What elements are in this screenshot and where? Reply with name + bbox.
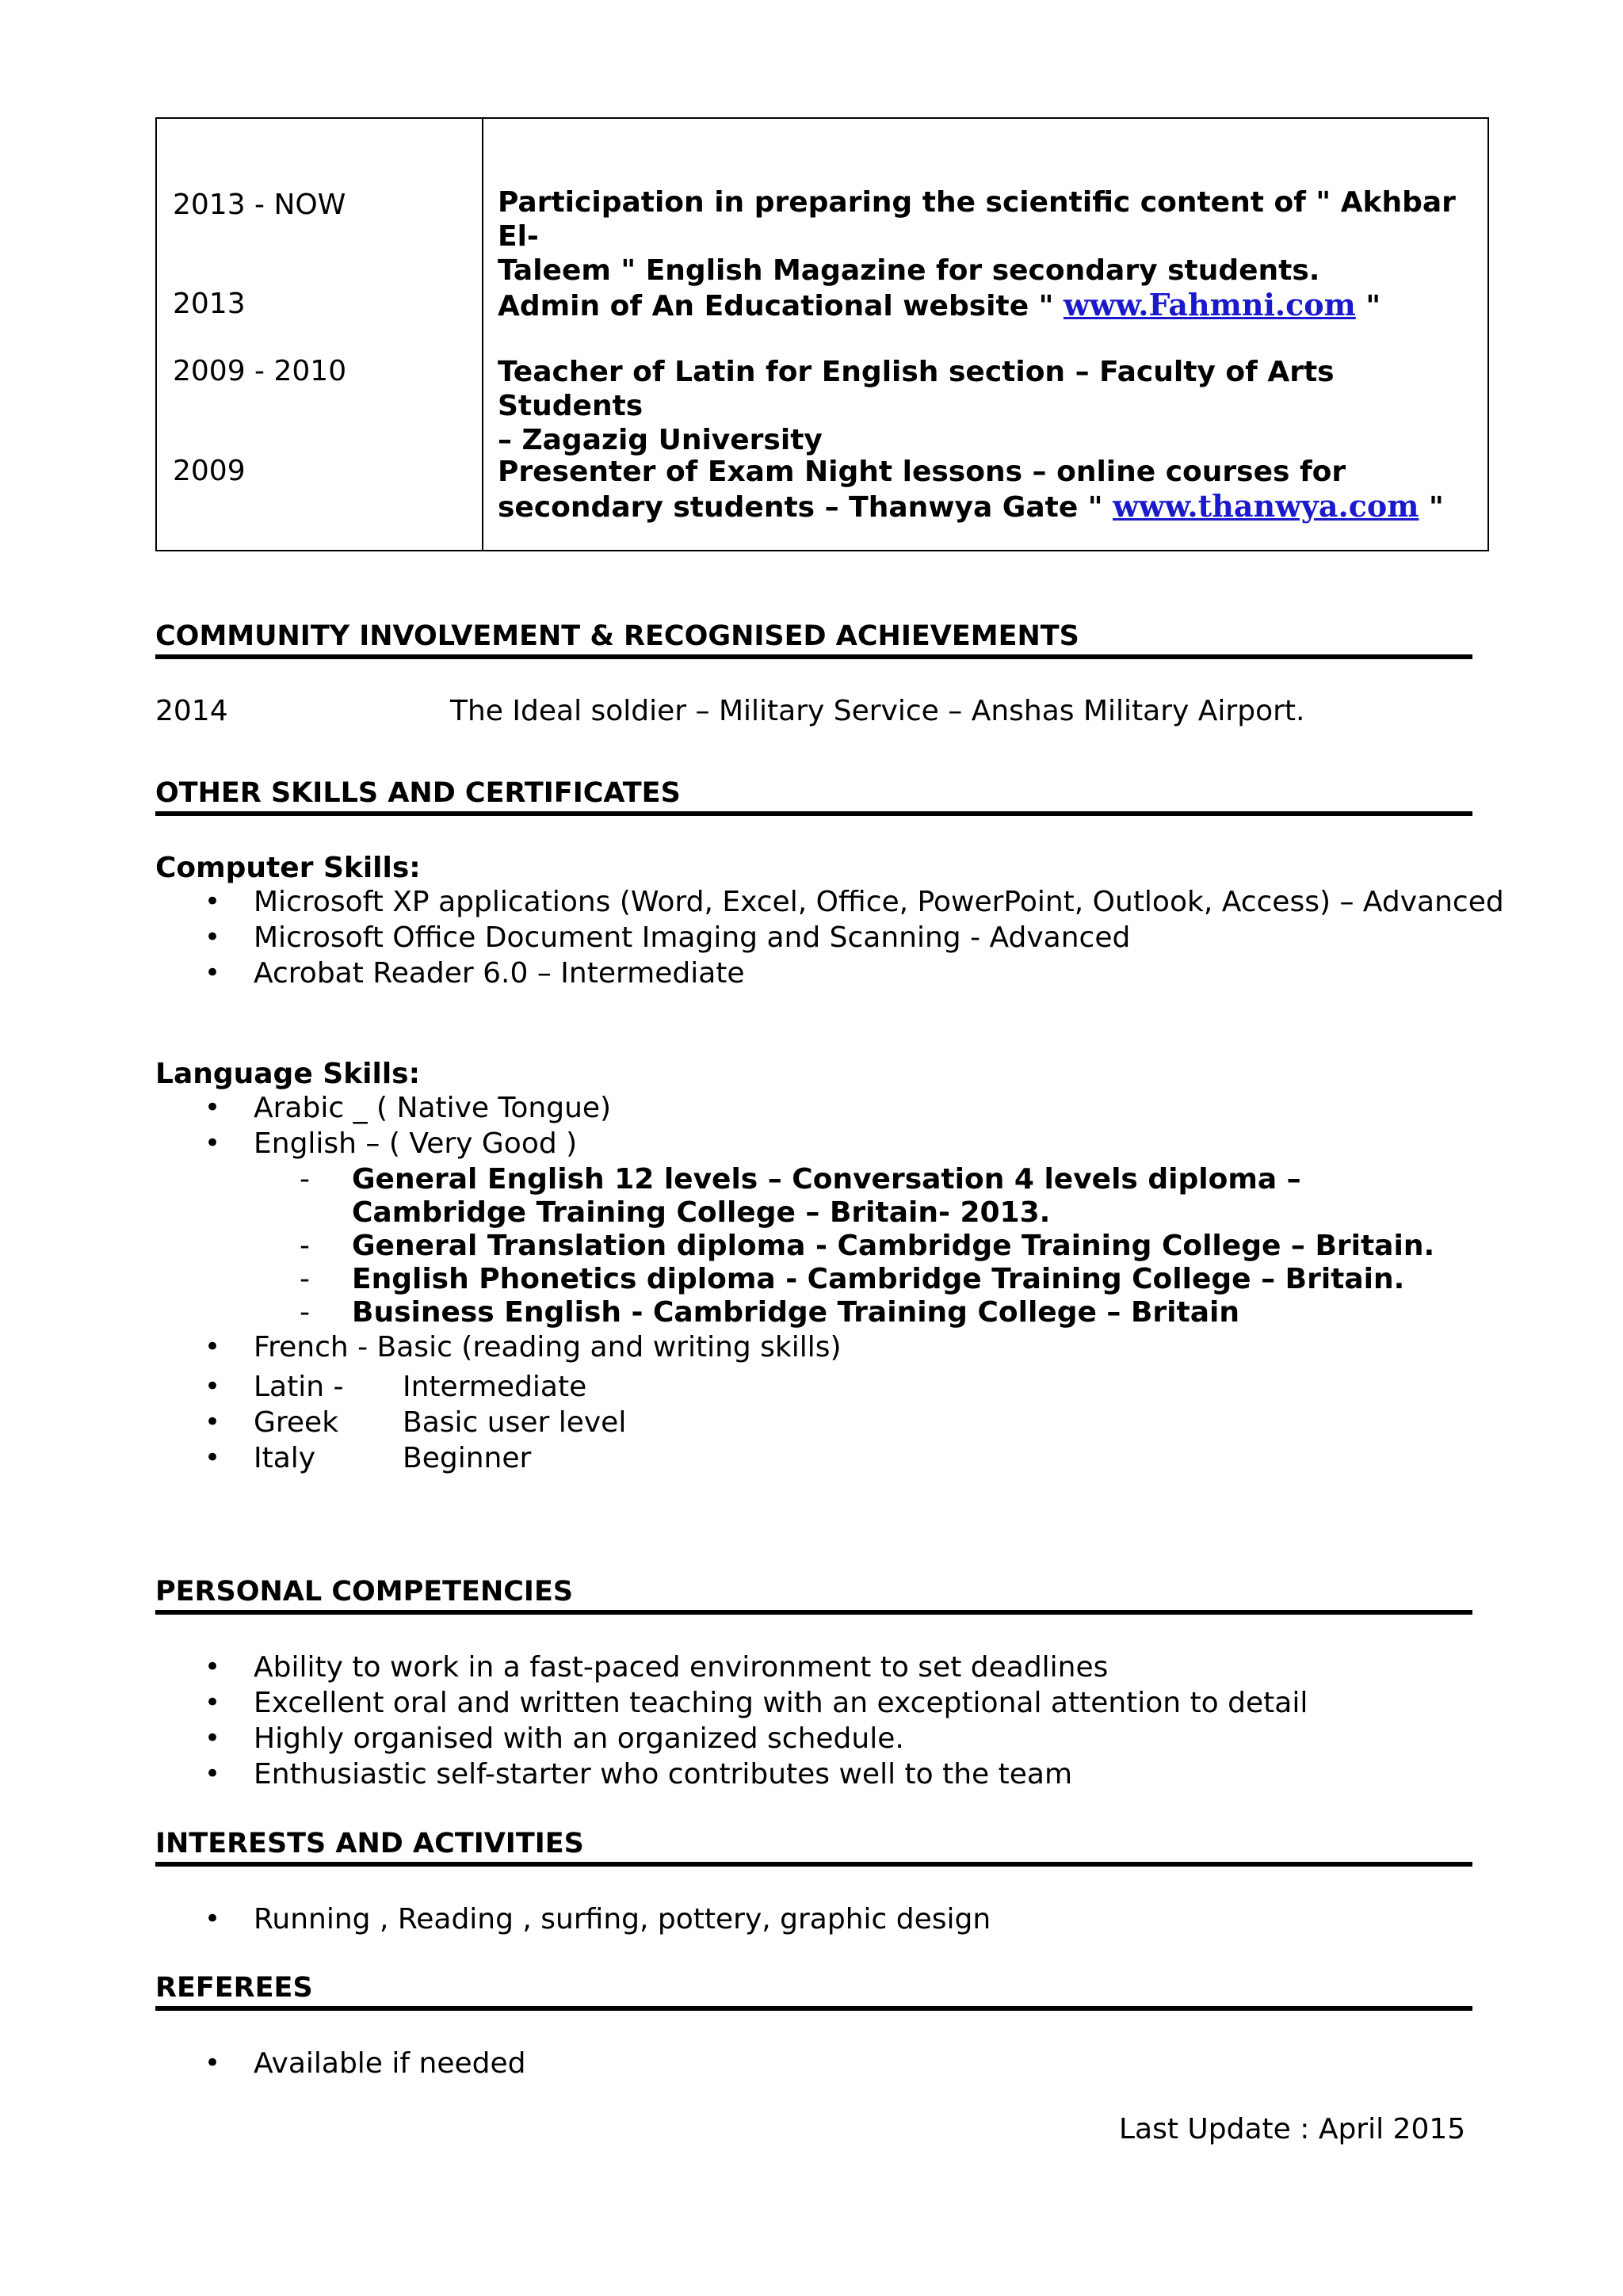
list-item (204, 1329, 842, 1365)
language-skills-title: Language Skills: (155, 1058, 420, 1090)
section-title: INTERESTS AND ACTIVITIES (155, 1828, 584, 1859)
list-item-text: Acrobat Reader 6.0 – Intermediate (254, 957, 745, 990)
computer-skills-title: Computer Skills: (155, 852, 421, 884)
list-item-text: English Phonetics diploma - Cambridge Training College – Britain. (352, 1263, 1405, 1295)
interests-heading (155, 1827, 1472, 1867)
list-item (204, 920, 1504, 955)
list-item (204, 1901, 991, 1937)
list-item (204, 1090, 611, 1126)
other-languages (204, 1369, 626, 1476)
computer-skills-list (204, 884, 1504, 991)
experience-description (498, 455, 1464, 524)
list-item (300, 1163, 1472, 1230)
list-item-text: Business English - Cambridge Training College – Britain (352, 1296, 1239, 1329)
experience-text: secondary students – Thanwya Gate " (498, 491, 1113, 524)
section-rule (155, 654, 1472, 659)
dash-icon: - (300, 1230, 310, 1262)
list-item-text: Microsoft Office Document Imaging and Scanning - Advanced (254, 921, 1131, 954)
experience-line: Participation in preparing the scientific content of " Akhbar El- (498, 186, 1456, 253)
interests-list (204, 1901, 991, 1937)
language-name: Italy (254, 1442, 316, 1474)
experience-text: " (1355, 290, 1381, 322)
english-details-list (300, 1163, 1472, 1329)
referees-heading (155, 1971, 1472, 2011)
list-item (204, 1685, 1308, 1721)
last-update: Last Update : April 2015 (1119, 2113, 1466, 2145)
table-divider (482, 119, 483, 550)
section-rule (155, 1610, 1472, 1615)
list-item (300, 1263, 1472, 1296)
bullet-icon: • (204, 886, 221, 917)
experience-date: 2009 (173, 455, 246, 487)
experience-date: 2013 - NOW (173, 189, 346, 221)
referees-list (204, 2046, 525, 2081)
bullet-icon: • (204, 2047, 221, 2079)
list-item (204, 1440, 626, 1476)
bullet-icon: • (204, 1722, 221, 1754)
list-item-text: General English 12 levels – Conversation 4 levels diploma – Cambridge Training College – Britain- 2013. (352, 1163, 1301, 1229)
language-level: Basic user level (403, 1406, 627, 1439)
competencies-list (204, 1650, 1308, 1792)
list-item-text: Available if needed (254, 2047, 526, 2080)
experience-date: 2009 - 2010 (173, 355, 347, 387)
experience-line: Presenter of Exam Night lessons – online courses for (498, 456, 1346, 488)
bullet-icon: • (204, 1092, 221, 1123)
list-item-text: Highly organised with an organized schedule. (254, 1722, 904, 1755)
skills-heading (155, 776, 1472, 816)
bullet-icon: • (204, 1903, 221, 1935)
section-title: COMMUNITY INVOLVEMENT & RECOGNISED ACHIEVEMENTS (155, 620, 1079, 652)
bullet-icon: • (204, 921, 221, 953)
experience-line: Taleem " English Magazine for secondary students. (498, 254, 1320, 287)
bullet-icon: • (204, 1127, 221, 1159)
section-rule (155, 1862, 1472, 1867)
community-text: The Ideal soldier – Military Service – Anshas Military Airport. (450, 695, 1305, 727)
dash-icon: - (300, 1163, 310, 1196)
experience-description (498, 355, 1464, 457)
section-rule (155, 2006, 1472, 2011)
experience-line (498, 489, 1464, 524)
community-heading (155, 620, 1472, 659)
section-title: REFEREES (155, 1972, 313, 2004)
experience-text: " (1419, 491, 1444, 524)
list-item-text: Running , Reading , surfing, pottery, graphic design (254, 1903, 991, 1936)
list-item (300, 1230, 1472, 1263)
bullet-icon: • (204, 1442, 221, 1474)
experience-line: Teacher of Latin for English section – Faculty of Arts Students (498, 356, 1335, 422)
experience-table (155, 117, 1489, 551)
bullet-icon: • (204, 1331, 221, 1363)
language-level: Intermediate (403, 1371, 587, 1403)
experience-description (498, 185, 1464, 288)
list-item (204, 1650, 1308, 1685)
experience-line: – Zagazig University (498, 424, 823, 456)
bullet-icon: • (204, 1651, 221, 1683)
bullet-icon: • (204, 957, 221, 989)
list-item (204, 1369, 626, 1405)
list-item-text: Excellent oral and written teaching with an exceptional attention to detail (254, 1687, 1308, 1719)
list-item (204, 1405, 626, 1440)
thanwya-link[interactable]: www.thanwya.com (1113, 488, 1419, 524)
bullet-icon: • (204, 1371, 221, 1402)
list-item (204, 955, 1504, 991)
list-item-text: Arabic _ ( Native Tongue) (254, 1092, 612, 1124)
list-item-text: Enthusiastic self-starter who contributes well to the team (254, 1758, 1073, 1791)
list-item-text: Ability to work in a fast-paced environment to set deadlines (254, 1651, 1109, 1684)
list-item (204, 884, 1504, 920)
list-item (204, 1756, 1308, 1792)
fahmni-link[interactable]: www.Fahmni.com (1063, 287, 1356, 322)
list-item (204, 1721, 1308, 1756)
dash-icon: - (300, 1296, 310, 1329)
language-name: Latin - (254, 1371, 344, 1403)
list-item (204, 2046, 525, 2081)
community-year: 2014 (155, 695, 228, 727)
language-name: Greek (254, 1406, 339, 1439)
experience-description (498, 288, 1464, 323)
list-item-text: General Translation diploma - Cambridge Training College – Britain. (352, 1230, 1435, 1262)
bullet-icon: • (204, 1758, 221, 1790)
experience-date: 2013 (173, 288, 246, 320)
list-item-text: English – ( Very Good ) (254, 1127, 578, 1160)
list-item-text: French - Basic (reading and writing skills) (254, 1331, 842, 1363)
section-title: PERSONAL COMPETENCIES (155, 1576, 574, 1608)
list-item (204, 1126, 611, 1161)
language-level: Beginner (403, 1442, 532, 1474)
section-rule (155, 811, 1472, 816)
bullet-icon: • (204, 1687, 221, 1718)
list-item (300, 1296, 1472, 1329)
list-item-text: Microsoft XP applications (Word, Excel, Office, PowerPoint, Outlook, Access) – Advanced (254, 886, 1504, 918)
bullet-icon: • (204, 1406, 221, 1438)
language-list-top (204, 1090, 611, 1161)
section-title: OTHER SKILLS AND CERTIFICATES (155, 777, 681, 809)
dash-icon: - (300, 1263, 310, 1295)
language-list-bottom (204, 1329, 842, 1365)
experience-text: Admin of An Educational website " (498, 290, 1064, 322)
competencies-heading (155, 1575, 1472, 1615)
